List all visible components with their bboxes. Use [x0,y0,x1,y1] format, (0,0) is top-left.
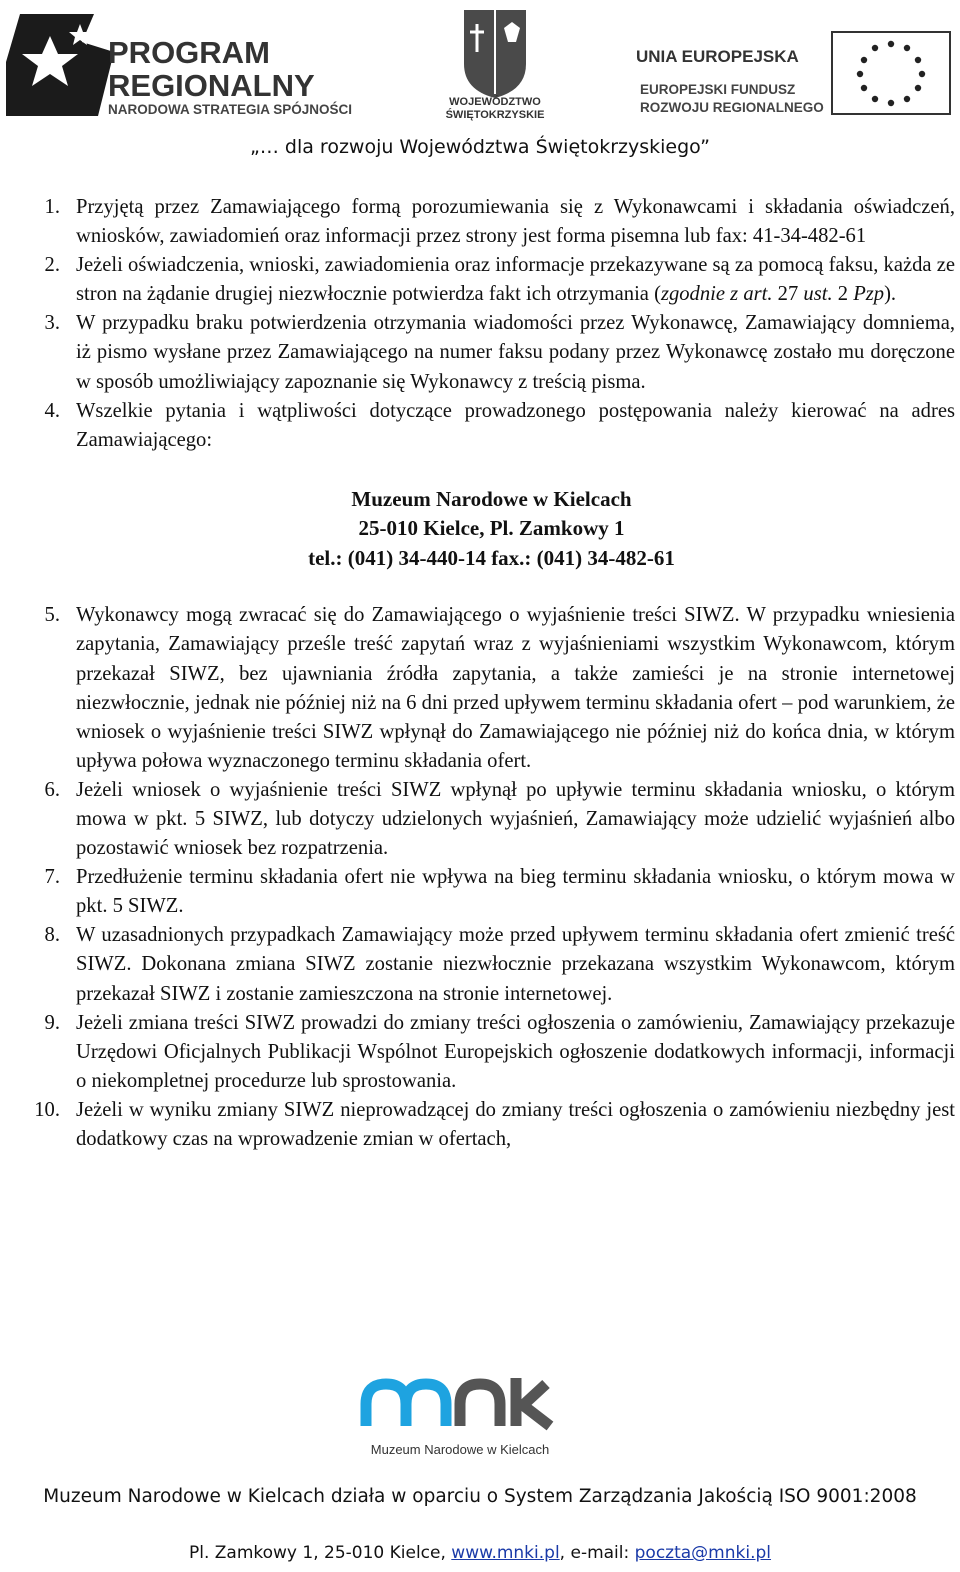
numbered-list-part2 [28,601,955,1154]
numbered-list-part1 [28,193,955,455]
item-number: 2. [44,254,60,277]
voivodeship-name-line2: ŚWIĘTOKRZYSKIE [445,109,545,121]
address-phone-fax: tel.: (041) 34-440-14 fax.: (041) 34-482-61 [308,545,675,570]
item-text: Jeżeli oświadczenia, wnioski, zawiadomienia oraz informacje przekazywane są za pomocą faksu, każda ze stron na żądanie drugiej niezwłocznie potwierdza fakt ich otrzymania ( [76,254,955,306]
contracting-authority-address [28,485,955,574]
list-item [28,776,955,863]
museum-logo [360,1378,560,1462]
program-title-line1: PROGRAM [108,35,270,70]
footer-email-label: , e-mail: [559,1543,635,1563]
list-item [28,397,955,455]
item-text: W uzasadnionych przypadkach Zamawiający może przed upływem terminu składania ofert zmienić treść SIWZ. Dokonana zmiana SIWZ zostanie niezwłocznie przekazana wszystkim Wykonawcom, którym przekazał SIWZ i zostanie zamieszczona na stronie internetowej. [76,924,955,1005]
footer-email-link[interactable]: poczta@mnki.pl [634,1543,772,1563]
item-text: 27 [772,283,804,306]
item-text: Jeżeli wniosek o wyjaśnienie treści SIWZ wpłynął po upływie terminu składania wniosku, o którym mowa w pkt. 5 SIWZ, lub dotyczy udzielonych wyjaśnień, Zamawiający może udzielić wyjaśnień albo pozostawić wniosek bez rozpatrzenia. [76,778,955,860]
erdf-line1: EUROPEJSKI FUNDUSZ [640,82,796,97]
list-item [28,921,955,1008]
item-text: 2 [832,283,854,306]
item-text: Jeżeli w wyniku zmiany SIWZ nieprowadzącej do zmiany treści ogłoszenia o zamówieniu niezbędny jest dodatkowy czas na wprowadzenie zmian w ofertach, [76,1098,955,1151]
item-number: 4. [44,399,60,422]
list-item [28,601,955,776]
eu-erdf-logo [636,22,956,118]
list-item [28,1009,955,1096]
item-number: 1. [44,196,60,218]
program-regionalny-logo [2,6,372,124]
list-item [28,309,955,396]
item-text: ). [884,283,897,306]
list-item [28,863,955,921]
item-text: Wykonawcy mogą zwracać się do Zamawiającego o wyjaśnienie treści SIWZ. W przypadku wniesienia zapytania, Zamawiający prześle treść zapytań wraz z wyjaśnieniami wszystkim Wykonawcom, którym przekazał SIWZ, bez ujawniania źródła zapytania, a także zamieści je na stronie internetowej niezwłocznie, jednak nie później niż na 6 dni przed upływem terminu składania ofert – pod warunkiem, że wniosek o wyjaśnienie treści SIWZ wpłynął do Zamawiającego nie później niż do końca dnia, w którym upływa połowa wyznaczonego terminu składania ofert. [76,604,955,772]
program-subtitle: NARODOWA STRATEGIA SPÓJNOŚCI [108,102,353,117]
item-number: 7. [44,866,60,889]
list-item [28,1096,955,1154]
item-number: 8. [44,924,60,947]
document-body [28,193,955,1154]
item-number: 5. [44,604,60,627]
footer-website-link[interactable]: www.mnki.pl [451,1543,560,1563]
voivodeship-name-line1: WOJEWÓDZTWO [449,96,541,108]
program-title-line2: REGIONALNY [108,68,315,103]
address-name: Muzeum Narodowe w Kielcach [351,486,632,511]
item-text: Przyjętą przez Zamawiającego formą porozumiewania się z Wykonawcami i składania oświadczeń, wniosków, zawiadomień oraz informacji przez strony jest forma pisemna lub fax: 41-34-482-61 [76,196,955,248]
item-text-italic: zgodnie z art. [660,283,773,306]
item-number: 6. [44,778,60,801]
eu-name: UNIA EUROPEJSKA [636,47,799,66]
footer-address: Pl. Zamkowy 1, 25-010 Kielce, [188,1543,452,1563]
footer-contact [0,1543,960,1563]
wojewodztwo-swietokrzyskie-logo [440,6,550,121]
list-item [28,251,955,309]
item-number: 10. [34,1098,60,1121]
list-item [28,193,955,251]
footer-iso-statement: Muzeum Narodowe w Kielcach działa w oparciu o System Zarządzania Jakością ISO 9001:2008 [43,1486,917,1507]
item-text: Jeżeli zmiana treści SIWZ prowadzi do zmiany treści ogłoszenia o zamówieniu, Zamawiający przekazuje Urzędowi Oficjalnych Publikacji Wspólnot Europejskich ogłoszenie dodatkowych informacji, informacji o niekompletnej procedurze lub sprostowania. [76,1011,955,1092]
item-text-italic: Pzp [853,283,885,306]
header-tagline: „… dla rozwoju Województwa Świętokrzyskiego” [250,136,710,158]
item-text-italic: ust. [803,283,833,306]
item-number: 9. [44,1011,60,1034]
item-text: Przedłużenie terminu składania ofert nie wpływa na bieg terminu składania wniosku, o którym mowa w pkt. 5 SIWZ. [76,866,955,918]
address-street: 25-010 Kielce, Pl. Zamkowy 1 [358,516,625,541]
item-text: W przypadku braku potwierdzenia otrzymania wiadomości przez Wykonawcę, Zamawiający domniema, iż pismo wysłane przez Zamawiającego na numer faksu podany przez Wykonawcę zostało mu doręczone w sposób umożliwiający zapoznanie się Wykonawcy z treścią pisma. [76,312,955,393]
item-number: 3. [44,312,60,335]
erdf-line2: ROZWOJU REGIONALNEGO [640,100,824,115]
item-text: Wszelkie pytania i wątpliwości dotyczące prowadzonego postępowania należy kierować na adres Zamawiającego: [76,399,955,451]
page-header [0,0,960,158]
museum-logo-caption: Muzeum Narodowe w Kielcach [370,1442,550,1457]
